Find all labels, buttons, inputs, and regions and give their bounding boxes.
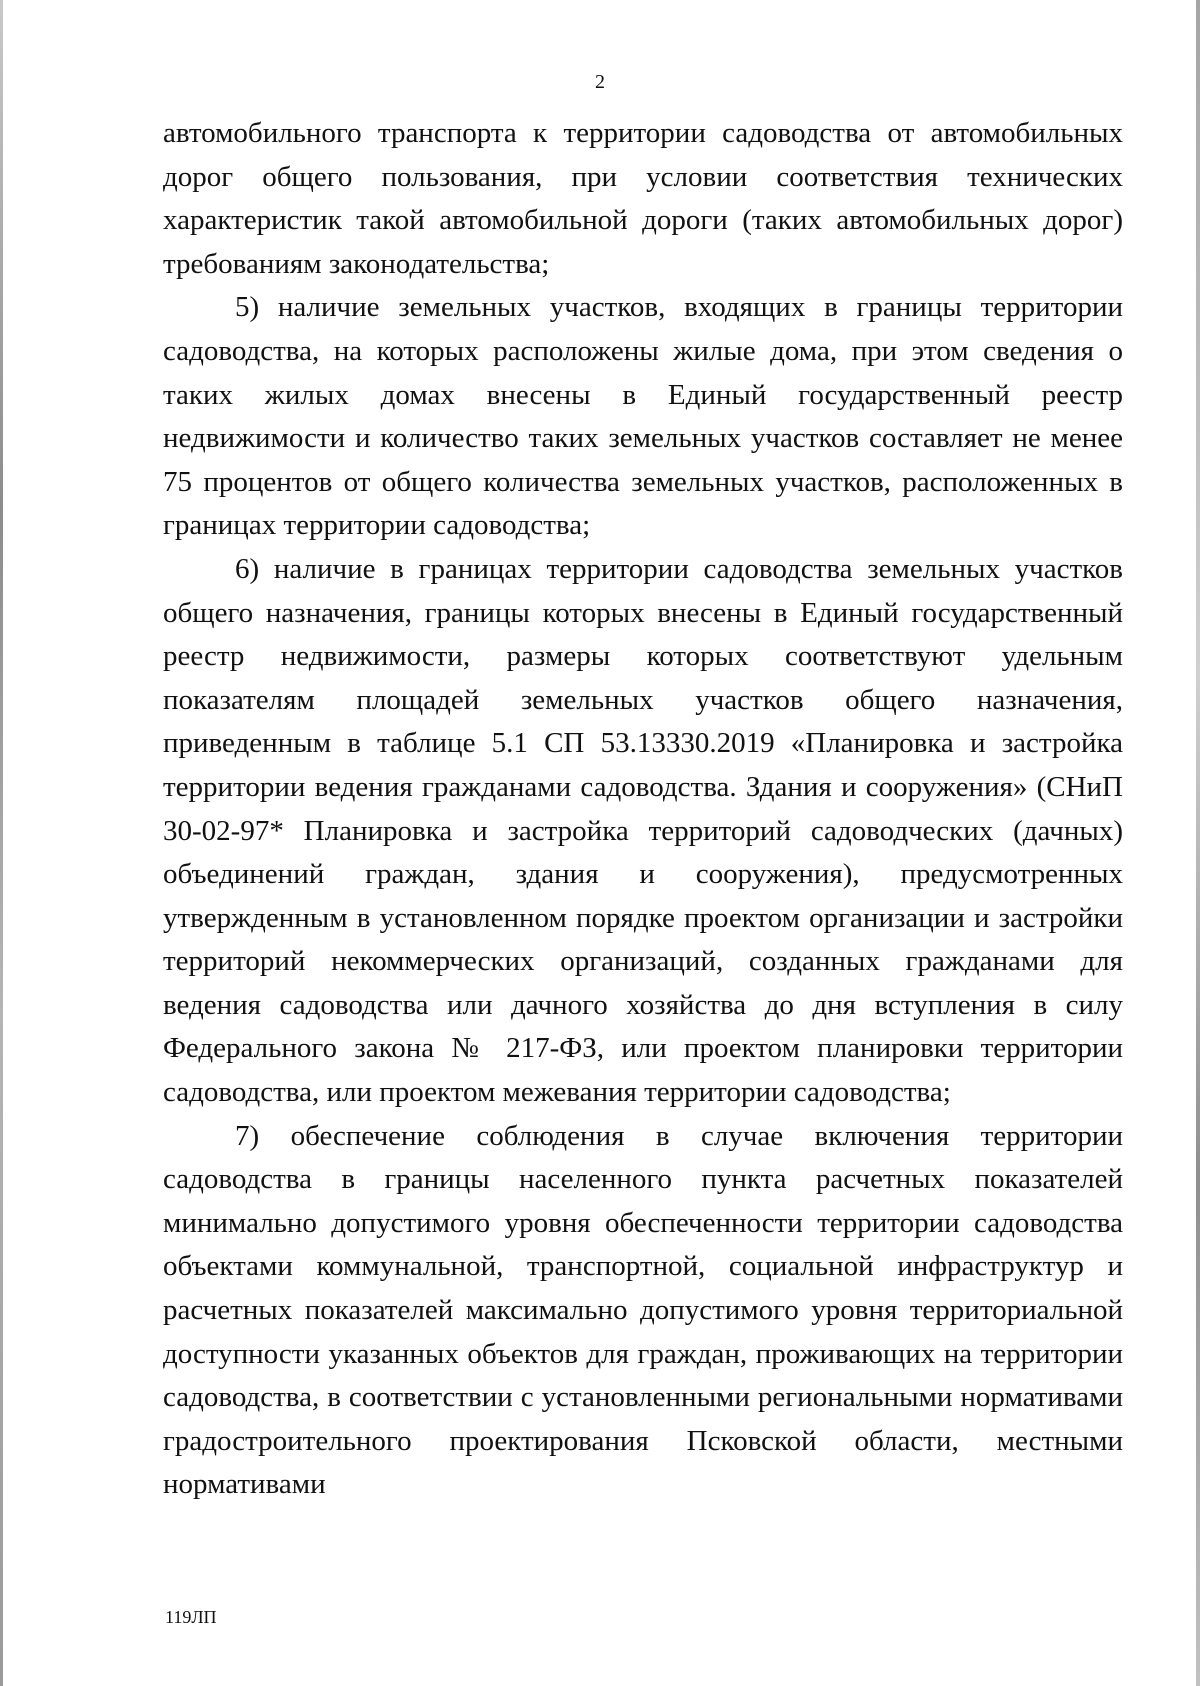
paragraph-item-7: 7) обеспечение соблюдения в случае включения территории садоводства в границы населенного пункта расчетных показателей минимально допустимого уровня обеспеченности территории садоводства объектами коммунальной, транспортной, социальной инфраструктур и расчетных показателей максимально допустимого уровня территориальной доступности указанных объектов для граждан, проживающих на территории садоводства, в соответствии с установленными региональными нормативами градостроительного проектирования Псковской области, местными нормативами [163, 1119, 1123, 1501]
paragraph-continuation: автомобильного транспорта к территории садоводства от автомобильных дорог общего пользования, при условии соответствия технических характеристик такой автомобильной дороги (таких автомобильных дорог) требованиям законодательства; [163, 117, 1123, 280]
paragraph-item-6: 6) наличие в границах территории садоводства земельных участков общего назначения, границы которых внесены в Единый государственный реестр недвижимости, размеры которых соответствуют удельным показателям площадей земельных участков общего назначения, приведенным в таблице 5.1 СП 53.13330.2019 «Планировка и застройка территории ведения гражданами садоводства. Здания и сооружения» (СНиП 30-02-97* Планировка и застройка территорий садоводческих (дачных) объединений граждан, здания и сооружения), предусмотренных утвержденным в установленном порядке проектом организации и застройки территорий некоммерческих организаций, созданных гражданами для ведения садоводства или дачного хозяйства до дня вступления в силу Федерального закона № 217-ФЗ, или проектом планировки территории садоводства, или проектом межевания территории садоводства; [163, 552, 1123, 1109]
page-number: 2 [595, 71, 605, 93]
document-code: 119ЛП [165, 1607, 217, 1627]
scan-edge-left [0, 0, 3, 1686]
scan-edge-right [1196, 0, 1200, 1686]
paragraph-item-5: 5) наличие земельных участков, входящих в границы территории садоводства, на которых расположены жилые дома, при этом сведения о таких жилых домах внесены в Единый государственный реестр недвижимости и количество таких земельных участков составляет не менее 75 процентов от общего количества земельных участков, расположенных в границах территории садоводства; [163, 291, 1123, 542]
document-body [163, 112, 1123, 1507]
